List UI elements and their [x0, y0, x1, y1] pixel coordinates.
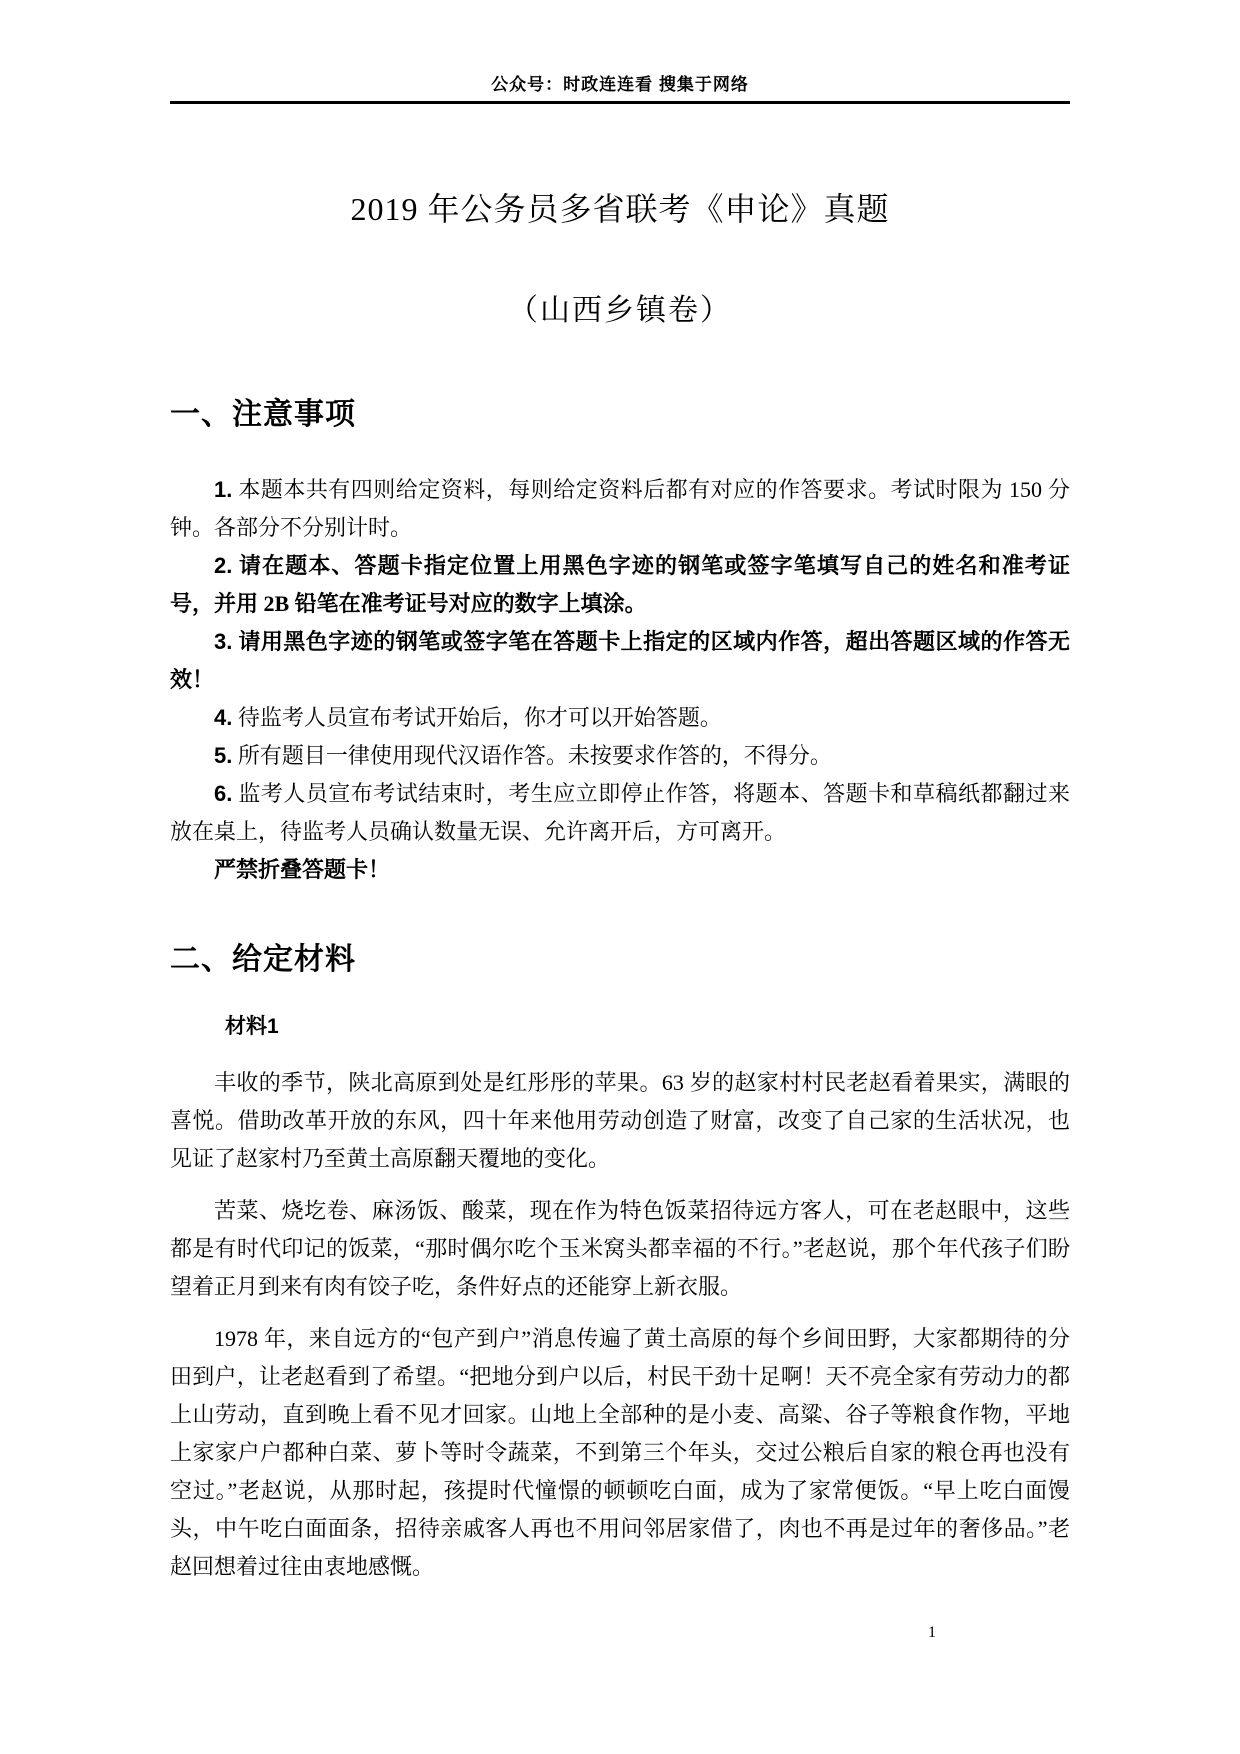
page-number: 1	[928, 1624, 936, 1641]
notice-item-1-number: 1.	[214, 477, 233, 502]
page-header	[170, 0, 1070, 104]
notice-item-5-number: 5.	[214, 743, 233, 768]
notice-item-2-number: 2.	[214, 553, 233, 578]
materials-section	[170, 1010, 1070, 1586]
notice-item-2-text: 请在题本、答题卡指定位置上用黑色字迹的钢笔或签字笔填写自己的姓名和准考证号，并用 2B 铅笔在准考证号对应的数字上填涂。	[170, 553, 1070, 616]
document-subtitle: （山西乡镇卷）	[508, 294, 732, 327]
material-paragraph-2: 苦菜、烧圪卷、麻汤饭、酸菜，现在作为特色饭菜招待远方客人，可在老赵眼中，这些都是有时代印记的饭菜，“那时偶尔吃个玉米窝头都幸福的不行。”老赵说，那个年代孩子们盼望着正月到来有肉有饺子吃，条件好点的还能穿上新衣服。	[170, 1198, 1070, 1299]
notice-item-2	[170, 547, 1070, 623]
document-title: 2019 年公务员多省联考《申论》真题	[350, 191, 890, 227]
section-heading-notice: 一、注意事项	[170, 398, 356, 431]
material-paragraph-3: 1978 年，来自远方的“包产到户”消息传遍了黄土高原的每个乡间田野，大家都期待的分田到户，让老赵看到了希望。“把地分到户以后，村民干劲十足啊！天不亮全家有劳动力的都上山劳动，直到晚上看不见才回家。山地上全部种的是小麦、高粱、谷子等粮食作物，平地上家家户户都种白菜、萝卜等时令蔬菜，不到第三个年头，交过公粮后自家的粮仓再也没有空过。”老赵说，从那时起，孩提时代憧憬的顿顿吃白面，成为了家常便饭。“早上吃白面馒头，中午吃白面面条，招待亲戚客人再也不用问邻居家借了，肉也不再是过年的奢侈品。”老赵回想着过往由衷地感慨。	[170, 1326, 1070, 1579]
notice-item-1	[170, 471, 1070, 547]
notice-item-4-text: 待监考人员宣布考试开始后，你才可以开始答题。	[237, 705, 722, 730]
notice-item-3-text: 请用黑色字迹的钢笔或签字笔在答题卡上指定的区域内作答，超出答题区域的作答无效！	[170, 629, 1070, 692]
notice-item-4-number: 4.	[214, 705, 233, 730]
notice-warning: 严禁折叠答题卡！	[214, 857, 391, 882]
notice-item-5-text: 所有题目一律使用现代汉语作答。未按要求作答的，不得分。	[237, 743, 832, 768]
notice-item-6-text: 监考人员宣布考试结束时，考生应立即停止作答，将题本、答题卡和草稿纸都翻过来放在桌上，待监考人员确认数量无误、允许离开后，方可离开。	[170, 781, 1070, 844]
material-paragraph-1: 丰收的季节，陕北高原到处是红彤彤的苹果。63 岁的赵家村村民老赵看着果实，满眼的喜悦。借助改革开放的东风，四十年来他用劳动创造了财富，改变了自己家的生活状况，也见证了赵家村乃至黄土高原翻天覆地的变化。	[170, 1070, 1070, 1171]
notice-item-6-number: 6.	[214, 781, 233, 806]
material-1-label: 材料1	[225, 1015, 279, 1038]
notice-item-6	[170, 775, 1070, 851]
header-source-text: 公众号：时政连连看 搜集于网络	[491, 75, 749, 94]
notice-list	[170, 471, 1070, 889]
notice-item-3	[170, 623, 1070, 699]
notice-item-5	[170, 737, 1070, 775]
notice-item-4	[170, 699, 1070, 737]
notice-item-1-text: 本题本共有四则给定资料，每则给定资料后都有对应的作答要求。考试时限为 150 分钟。各部分不分别计时。	[170, 477, 1070, 540]
notice-item-3-number: 3.	[214, 629, 233, 654]
section-heading-materials: 二、给定材料	[170, 943, 356, 976]
